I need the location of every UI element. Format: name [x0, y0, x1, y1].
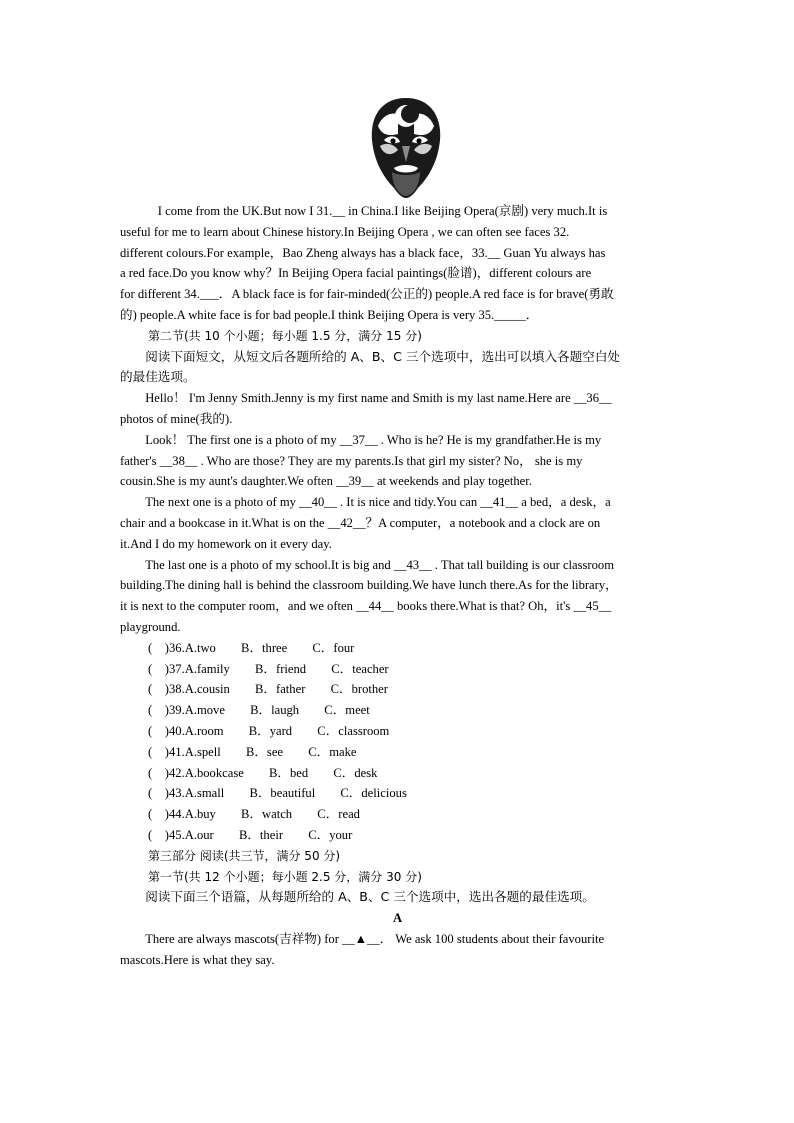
part-3-instruction: 阅读下面三个语篇，从每题所给的 A、B、C 三个选项中，选出各题的最佳选项。 — [145, 889, 595, 905]
passage-2 — [120, 388, 675, 638]
passage-line: it.And I do my homework on it every day. — [120, 536, 332, 551]
section-2-instruction: 的最佳选项。 — [120, 369, 196, 385]
beijing-opera-mask-image — [368, 96, 444, 200]
passage-line: The next one is a photo of my __40__ . It is nice and tidy.You can __41__ a bed，a desk，a — [145, 495, 611, 510]
passage-line: 的) people.A white face is for bad people.I think Beijing Opera is very 35._____． — [120, 307, 539, 322]
passage-line: father's __38__ . Who are those? They are my parents.Is that girl my sister? No， she is my — [120, 453, 583, 468]
option-row: ( )43.A.small B．beautiful C．delicious — [148, 786, 407, 801]
option-row: ( )39.A.move B．laugh C．meet — [148, 703, 370, 718]
passage-line: Look！ The first one is a photo of my __37__ . Who is he? He is my grandfather.He is my — [145, 432, 602, 447]
part-3-section-1-heading: 第一节(共 12 个小题；每小题 2.5 分，满分 30 分) — [148, 869, 422, 884]
passage-line: for different 34.___．A black face is for fair-minded(公正的) people.A red face is for brave(勇敢 — [120, 287, 614, 302]
options-list — [120, 638, 675, 846]
passage-line: chair and a bookcase in it.What is on the __42__？A computer，a notebook and a clock are on — [120, 515, 601, 530]
passage-line: photos of mine(我的). — [120, 411, 233, 426]
passage-line: mascots.Here is what they say. — [120, 952, 275, 967]
option-row: ( )36.A.two B．three C．four — [148, 640, 355, 655]
passage-1 — [120, 201, 675, 326]
passage-line: it is next to the computer room，and we often __44__ books there.What is that? Oh，it's __45__ — [120, 599, 612, 614]
passage-line: building.The dining hall is behind the classroom building.We have lunch there.As for the library， — [120, 578, 618, 593]
passage-line: playground. — [120, 619, 181, 634]
option-row: ( )40.A.room B．yard C．classroom — [148, 723, 390, 738]
passage-line: useful for me to learn about Chinese history.In Beijing Opera , we can often see faces 32. — [120, 224, 570, 239]
exam-page — [120, 201, 675, 970]
passage-line: a red face.Do you know why？In Beijing Opera facial paintings(脸谱)，different colours are — [120, 266, 592, 281]
part-3-heading: 第三部分 阅读(共三节，满分 50 分) — [148, 848, 341, 863]
passage-line: different colours.For example，Bao Zheng always has a black face，33.__ Guan Yu always has — [120, 245, 606, 260]
option-row: ( )37.A.family B．friend C．teacher — [148, 661, 389, 676]
option-row: ( )45.A.our B．their C．your — [148, 827, 353, 842]
option-row: ( )44.A.buy B．watch C．read — [148, 807, 360, 822]
passage-label-a: A — [392, 911, 403, 926]
option-row: ( )38.A.cousin B．father C．brother — [148, 682, 388, 697]
passage-line: Hello！ I'm Jenny Smith.Jenny is my first name and Smith is my last name.Here are __36__ — [145, 391, 612, 406]
passage-line: There are always mascots(吉祥物) for __▲__． We ask 100 students about their favourite — [145, 931, 605, 946]
passage-line: I come from the UK.But now I 31.__ in China.I like Beijing Opera(京剧) very much.It is — [157, 204, 608, 218]
section-2-instruction: 阅读下面短文，从短文后各题所给的 A、B、C 三个选项中，选出可以填入各题空白处 — [145, 348, 621, 364]
passage-line: The last one is a photo of my school.It is big and __43__ . That tall building is our classroom — [145, 557, 615, 572]
passage-line: cousin.She is my aunt's daughter.We often __39__ at weekends and play together. — [120, 474, 532, 489]
option-row: ( )41.A.spell B．see C．make — [148, 744, 357, 759]
section-2-heading: 第二节(共 10 个小题；每小题 1.5 分，满分 15 分) — [148, 328, 422, 343]
option-row: ( )42.A.bookcase B．bed C．desk — [148, 765, 378, 780]
